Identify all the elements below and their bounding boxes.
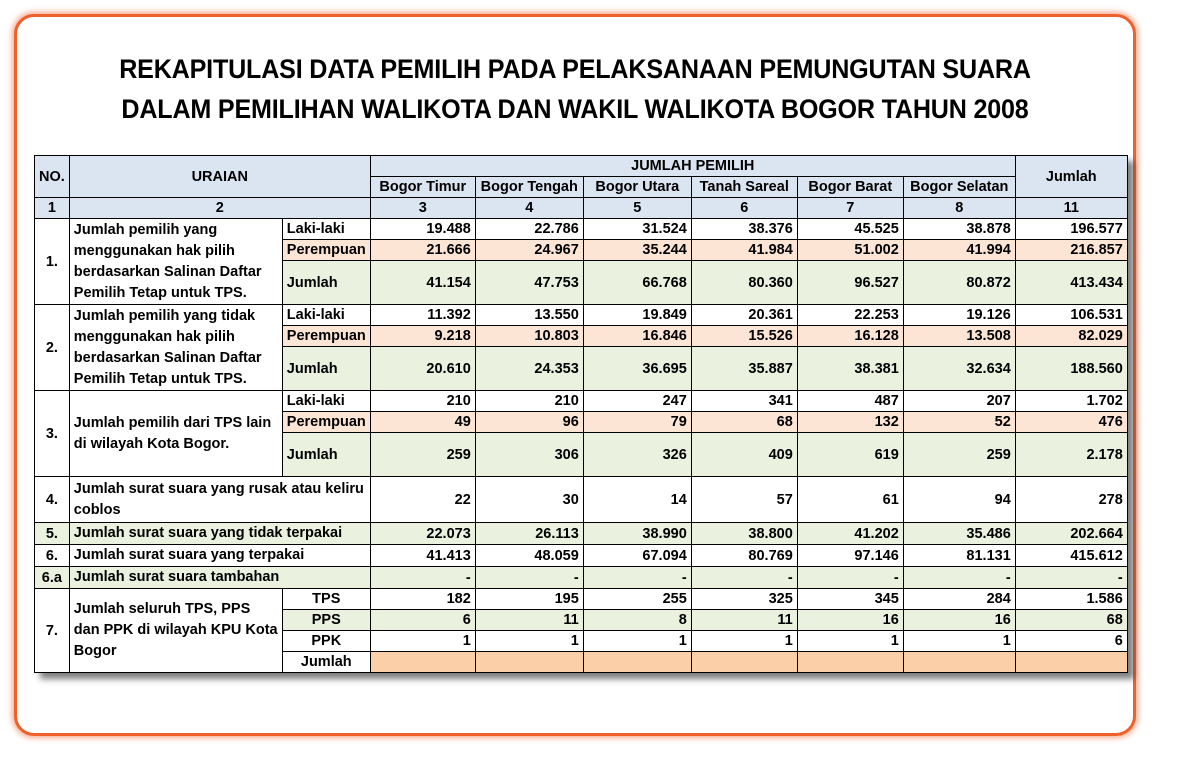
value-cell: 35.486 [903,523,1015,545]
value-cell: 48.059 [475,545,583,567]
value-cell: 1 [370,631,475,652]
value-cell: 19.488 [370,219,475,240]
value-cell: 1 [903,631,1015,652]
value-cell: 14 [583,477,691,523]
row-number: 6. [35,545,70,567]
total-cell: 6 [1015,631,1127,652]
value-cell: 207 [903,391,1015,412]
value-cell: 80.872 [903,261,1015,305]
index-cell: 3 [370,198,475,219]
total-cell: 68 [1015,610,1127,631]
value-cell: 259 [370,433,475,477]
total-cell: 106.531 [1015,305,1127,326]
value-cell: 182 [370,589,475,610]
value-cell: 8 [583,610,691,631]
total-cell: 476 [1015,412,1127,433]
index-cell: 5 [583,198,691,219]
total-cell: 413.434 [1015,261,1127,305]
value-cell: 259 [903,433,1015,477]
value-cell [370,652,475,673]
title-line-2: DALAM PEMILIHAN WALIKOTA DAN WAKIL WALIKOTA BOGOR TAHUN 2008 [121,94,1029,124]
row-description: Jumlah pemilih yang menggunakan hak pilih berdasarkan Salinan Daftar Pemilih Tetap untuk TPS. [69,219,282,305]
header-district: Bogor Timur [370,177,475,198]
index-cell: 2 [69,198,370,219]
value-cell: 24.967 [475,240,583,261]
row-description: Jumlah surat suara tambahan [69,567,370,589]
table-row [35,219,1128,240]
value-cell: 96 [475,412,583,433]
total-cell: 2.178 [1015,433,1127,477]
table-row [35,477,1128,523]
total-cell: 202.664 [1015,523,1127,545]
total-cell: 415.612 [1015,545,1127,567]
value-cell: 16.846 [583,326,691,347]
value-cell: 66.768 [583,261,691,305]
value-cell: 345 [797,589,903,610]
table-row [35,545,1128,567]
index-cell: 4 [475,198,583,219]
value-cell: 96.527 [797,261,903,305]
value-cell: 1 [797,631,903,652]
table-body [35,219,1128,673]
table-row [35,567,1128,589]
value-cell: 41.202 [797,523,903,545]
table-container [34,155,1128,673]
value-cell: 57 [691,477,797,523]
total-cell: 216.857 [1015,240,1127,261]
value-cell: 22.073 [370,523,475,545]
row-sublabel: Jumlah [282,433,370,477]
table-row [35,305,1128,326]
row-number: 3. [35,391,70,477]
row-sublabel: Laki-laki [282,219,370,240]
value-cell: 26.113 [475,523,583,545]
value-cell: 22 [370,477,475,523]
value-cell: 325 [691,589,797,610]
row-number: 4. [35,477,70,523]
row-sublabel: Jumlah [282,347,370,391]
row-number: 7. [35,589,70,673]
value-cell: 36.695 [583,347,691,391]
value-cell: 19.126 [903,305,1015,326]
row-number: 2. [35,305,70,391]
value-cell: 80.769 [691,545,797,567]
row-number: 5. [35,523,70,545]
header-no: NO. [35,156,70,198]
value-cell: 11 [475,610,583,631]
value-cell: 97.146 [797,545,903,567]
value-cell: 38.990 [583,523,691,545]
value-cell: 22.253 [797,305,903,326]
header-uraian: URAIAN [69,156,370,198]
table-row [35,589,1128,610]
value-cell: 247 [583,391,691,412]
value-cell: 38.381 [797,347,903,391]
value-cell: 210 [475,391,583,412]
row-sublabel: Laki-laki [282,305,370,326]
table-row [35,391,1128,412]
recap-table [34,155,1128,673]
row-description: Jumlah pemilih dari TPS lain di wilayah Kota Bogor. [69,391,282,477]
header-district: Tanah Sareal [691,177,797,198]
total-cell: 1.586 [1015,589,1127,610]
value-cell: 47.753 [475,261,583,305]
value-cell: 13.508 [903,326,1015,347]
value-cell: 38.800 [691,523,797,545]
value-cell: 210 [370,391,475,412]
value-cell: 19.849 [583,305,691,326]
header-jumlah: Jumlah [1015,156,1127,198]
header-district: Bogor Utara [583,177,691,198]
value-cell: 38.376 [691,219,797,240]
value-cell: 1 [583,631,691,652]
row-description: Jumlah pemilih yang tidak menggunakan hak pilih berdasarkan Salinan Daftar Pemilih Tetap untuk TPS. [69,305,282,391]
value-cell: 341 [691,391,797,412]
value-cell: 35.244 [583,240,691,261]
value-cell: 24.353 [475,347,583,391]
row-sublabel: TPS [282,589,370,610]
row-description: Jumlah surat suara yang rusak atau keliru coblos [69,477,370,523]
total-cell [1015,652,1127,673]
value-cell: 1 [475,631,583,652]
value-cell: - [691,567,797,589]
row-sublabel: Perempuan [282,412,370,433]
table-row [35,523,1128,545]
index-cell: 6 [691,198,797,219]
value-cell: - [583,567,691,589]
header-district: Bogor Tengah [475,177,583,198]
value-cell: 79 [583,412,691,433]
value-cell: 80.360 [691,261,797,305]
value-cell: 21.666 [370,240,475,261]
value-cell: 487 [797,391,903,412]
value-cell: 41.413 [370,545,475,567]
header-jumlah-pemilih: JUMLAH PEMILIH [370,156,1015,177]
value-cell: 68 [691,412,797,433]
value-cell: 35.887 [691,347,797,391]
header-district: Bogor Selatan [903,177,1015,198]
value-cell: 45.525 [797,219,903,240]
row-description: Jumlah surat suara yang tidak terpakai [69,523,370,545]
row-sublabel: Jumlah [282,261,370,305]
value-cell: 30 [475,477,583,523]
value-cell [691,652,797,673]
value-cell: 32.634 [903,347,1015,391]
total-cell: - [1015,567,1127,589]
header-district: Bogor Barat [797,177,903,198]
value-cell: 67.094 [583,545,691,567]
value-cell: 6 [370,610,475,631]
row-sublabel: PPK [282,631,370,652]
row-sublabel: Perempuan [282,240,370,261]
total-cell: 278 [1015,477,1127,523]
value-cell [797,652,903,673]
value-cell: 61 [797,477,903,523]
value-cell [475,652,583,673]
row-number: 1. [35,219,70,305]
value-cell: 132 [797,412,903,433]
value-cell: 51.002 [797,240,903,261]
value-cell: 326 [583,433,691,477]
value-cell: 284 [903,589,1015,610]
value-cell: 195 [475,589,583,610]
row-description: Jumlah seluruh TPS, PPS dan PPK di wilayah KPU Kota Bogor [69,589,282,673]
value-cell: 22.786 [475,219,583,240]
value-cell: 49 [370,412,475,433]
value-cell: 41.984 [691,240,797,261]
value-cell: 41.994 [903,240,1015,261]
value-cell: 16 [797,610,903,631]
value-cell: 52 [903,412,1015,433]
value-cell: 16.128 [797,326,903,347]
total-cell: 82.029 [1015,326,1127,347]
value-cell: - [475,567,583,589]
title-line-1: REKAPITULASI DATA PEMILIH PADA PELAKSANAAN PEMUNGUTAN SUARA [119,54,1031,84]
index-cell: 7 [797,198,903,219]
row-sublabel: PPS [282,610,370,631]
value-cell: - [903,567,1015,589]
value-cell: 1 [691,631,797,652]
total-cell: 188.560 [1015,347,1127,391]
value-cell: 10.803 [475,326,583,347]
value-cell: 13.550 [475,305,583,326]
value-cell: 11.392 [370,305,475,326]
value-cell: 38.878 [903,219,1015,240]
value-cell: 15.526 [691,326,797,347]
value-cell: 255 [583,589,691,610]
value-cell: 409 [691,433,797,477]
row-number: 6.a [35,567,70,589]
value-cell [583,652,691,673]
value-cell [903,652,1015,673]
value-cell: 9.218 [370,326,475,347]
value-cell: 20.361 [691,305,797,326]
row-sublabel: Laki-laki [282,391,370,412]
value-cell: 31.524 [583,219,691,240]
total-cell: 1.702 [1015,391,1127,412]
value-cell: 11 [691,610,797,631]
index-cell: 11 [1015,198,1127,219]
index-cell: 8 [903,198,1015,219]
total-cell: 196.577 [1015,219,1127,240]
value-cell: 20.610 [370,347,475,391]
value-cell: 41.154 [370,261,475,305]
row-sublabel: Jumlah [282,652,370,673]
value-cell: 94 [903,477,1015,523]
value-cell: 306 [475,433,583,477]
value-cell: - [370,567,475,589]
row-description: Jumlah surat suara yang terpakai [69,545,370,567]
value-cell: - [797,567,903,589]
row-sublabel: Perempuan [282,326,370,347]
value-cell: 16 [903,610,1015,631]
index-cell: 1 [35,198,70,219]
value-cell: 81.131 [903,545,1015,567]
value-cell: 619 [797,433,903,477]
